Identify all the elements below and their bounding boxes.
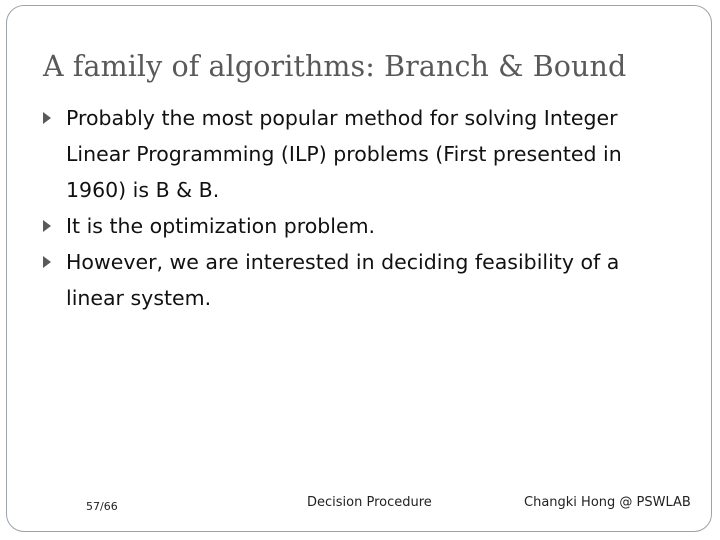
bullet-text: However, we are interested in deciding feasibility of a linear system.	[66, 250, 620, 310]
bullet-text: It is the optimization problem.	[66, 214, 376, 238]
bullet-item	[40, 208, 660, 244]
bullet-text: Probably the most popular method for solving Integer Linear Programming (ILP) problems (First presented in 1960) is B & B.	[66, 106, 622, 202]
footer-title: Decision Procedure	[307, 495, 432, 510]
triangle-right-icon	[43, 256, 51, 268]
triangle-right-icon	[43, 112, 51, 124]
triangle-right-icon	[43, 220, 51, 232]
page-number: 57/66	[86, 500, 118, 513]
bullet-item	[40, 244, 660, 316]
slide-title: A family of algorithms: Branch & Bound	[43, 50, 627, 83]
bullet-list	[40, 100, 660, 316]
bullet-item	[40, 100, 660, 208]
footer-author: Changki Hong @ PSWLAB	[524, 495, 691, 510]
